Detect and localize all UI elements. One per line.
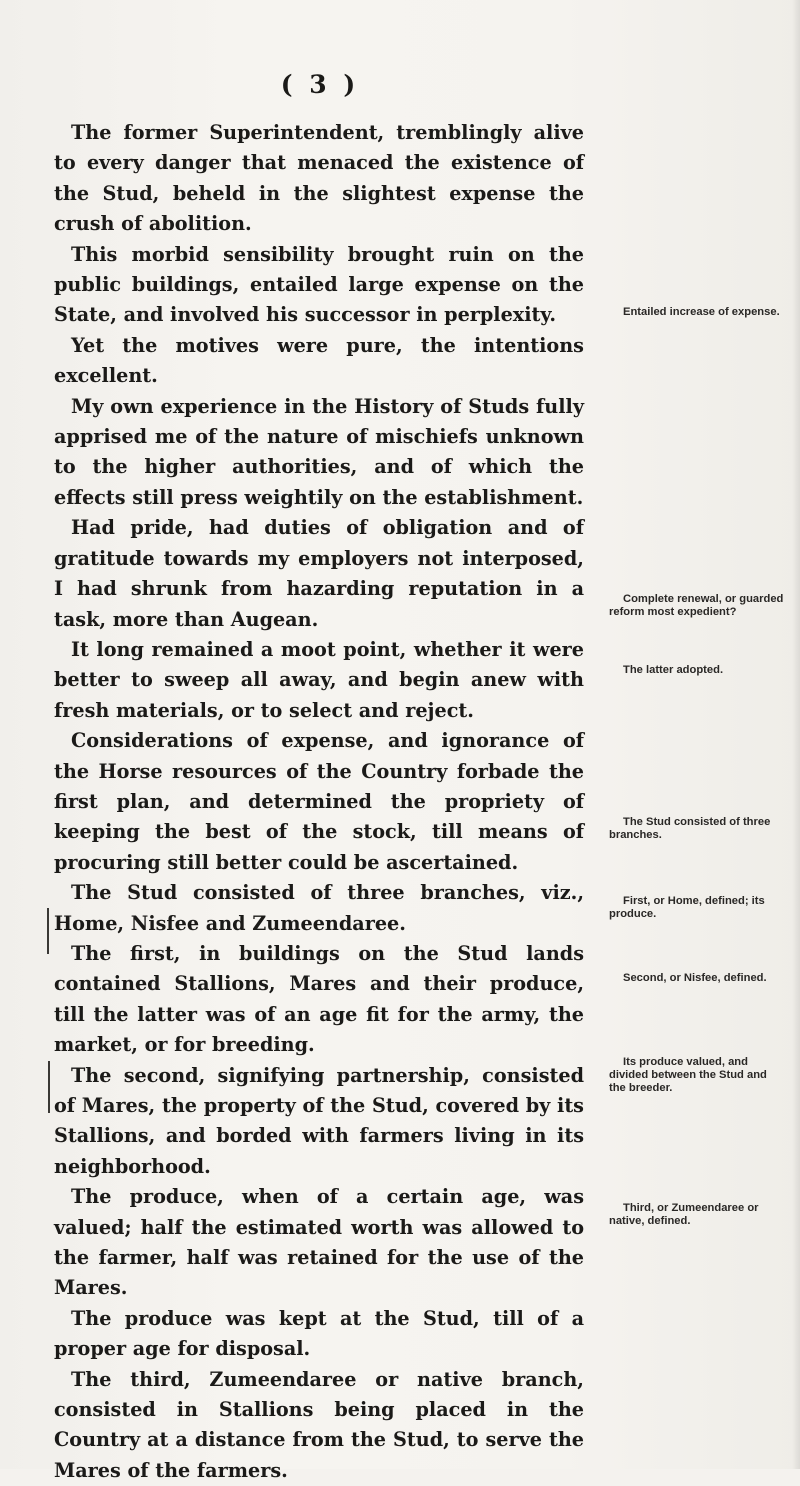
paragraph: This morbid sensibility brought ruin on the public buildings, entailed large expense on the State, and involved his successor in perplexity. (54, 242, 584, 327)
paragraph: Yet the motives were pure, the intentions excellent. (54, 333, 584, 388)
page-edge-shadow (792, 0, 800, 1469)
paragraph: The Stud consisted of three branches, viz., Home, Nisfee and Zumeendaree. (54, 881, 584, 935)
margin-note: The latter adopted. (623, 664, 724, 676)
margin-note: Complete renewal, or guarded reform most expedient? (609, 593, 784, 618)
paragraph: Had pride, had duties of obligation and of gratitude towards my employers not interposed, I had shrunk from hazarding reputation in a task, more than Augean. (54, 516, 584, 631)
margin-bracket-mark (48, 1061, 50, 1113)
margin-bracket-mark (47, 908, 49, 954)
main-text-column (54, 118, 584, 1486)
paragraph: The third, Zumeendaree or native branch, consisted in Stallions being placed in the Country at a distance from the Stud, to serve the Mares of the farmers. (54, 1367, 584, 1482)
paragraph: Considerations of expense, and ignorance of the Horse resources of the Country forbade the first plan, and determined the propriety of keeping the best of the stock, till means of procuring still better could be ascertained. (54, 729, 584, 874)
margin-note: Entailed increase of expense. (623, 306, 780, 318)
margin-note: The Stud consisted of three branches. (609, 816, 771, 841)
paragraph: The produce was kept at the Stud, till of a proper age for disposal. (54, 1306, 584, 1361)
paragraph: The produce, when of a certain age, was valued; half the estimated worth was allowed to the farmer, half was retained for the use of the Mares. (54, 1185, 584, 1300)
paragraph: It long remained a moot point, whether it were better to sweep all away, and begin anew with fresh materials, or to select and reject. (54, 637, 584, 722)
margin-note: Second, or Nisfee, defined. (623, 972, 767, 984)
paragraph: My own experience in the History of Studs fully apprised me of the nature of mischiefs unknown to the higher authorities, and of which the effects still press weightily on the establishment. (54, 394, 584, 509)
paragraph: The first, in buildings on the Stud lands contained Stallions, Mares and their produce, till the latter was of an age fit for the army, the market, or for breeding. (54, 941, 584, 1057)
margin-note: Third, or Zumeendaree or native, defined. (609, 1202, 759, 1227)
margin-note: Its produce valued, and divided between the Stud and the breeder. (609, 1056, 767, 1094)
page-number: ( 3 ) (280, 70, 360, 99)
margin-note: First, or Home, defined; its produce. (609, 895, 765, 920)
paragraph: The former Superintendent, tremblingly alive to every danger that menaced the existence of the Stud, beheld in the slightest expense the crush of abolition. (54, 121, 584, 236)
paragraph: The second, signifying partnership, consisted of Mares, the property of the Stud, covered by its Stallions, and borded with farmers living in its neighborhood. (54, 1063, 584, 1178)
